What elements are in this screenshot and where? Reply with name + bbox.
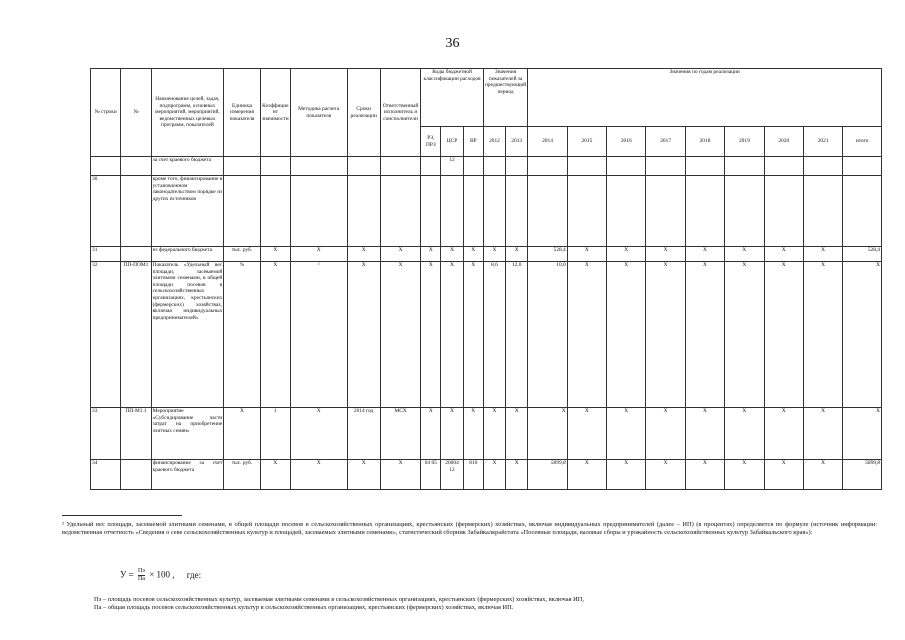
row-value-cell: [685, 176, 724, 247]
row-total-cell: Х: [843, 262, 882, 408]
row-code-cell: [121, 247, 151, 262]
row-value-cell: 528,4: [528, 247, 567, 262]
footnote: ² Удельный вес площади, засеваемой элитными семенами, в общей площади посевов в сельскохозяйственных организациях, крестьянских (фермерских) хозяйствах, включая индивидуальных предпринимателей (далее – ИП) (в процентах) определяется по формуле (источник информации: ведомственная отчетность «Сведения о севе сельскохозяйственных культур и площадей, засеваемых элитными семенами», статистический сборник Забайкалкрайстата «Посевные площади, валовые сборы и урожайность сельскохозяйственных культур Забайкальского края»):: [62, 521, 877, 536]
row-value-cell: [764, 176, 803, 247]
row-value-cell: [725, 157, 764, 176]
row-name-cell: Показатель «Удельный вес площади, засеваемой элитными семенами, в общей площади посевов в сельскохозяйственных организациях, крестьянских (фермерских) хозяйствах, включая индивидуальных предпринимателей»: [151, 262, 224, 408]
row-csr-cell: Х: [441, 247, 463, 262]
header-year: 2013: [506, 127, 528, 157]
row-value-cell: Х: [483, 408, 505, 460]
row-term-cell: Х: [347, 247, 380, 262]
row-value-cell: Х: [506, 460, 528, 490]
row-responsible-cell: Х: [380, 460, 420, 490]
row-coef-cell: Х: [260, 262, 290, 408]
row-rz-cell: [421, 176, 441, 247]
row-vr-cell: [463, 157, 483, 176]
row-unit-cell: [224, 176, 260, 247]
row-total-cell: 5899,8: [843, 460, 882, 490]
header-responsible: Ответственный исполнитель и соисполнители: [380, 69, 420, 157]
row-value-cell: [725, 176, 764, 247]
row-total-cell: Х: [843, 408, 882, 460]
row-value-cell: Х: [528, 408, 567, 460]
row-value-cell: [685, 157, 724, 176]
header-coef: Коэффициент значимости: [260, 69, 290, 157]
header-vr: ВР: [463, 127, 483, 157]
row-name-cell: кроме того, финансирование в установленном законодательством порядке из других источников: [151, 176, 224, 247]
row-value-cell: Х: [506, 247, 528, 262]
row-method-cell: [290, 176, 347, 247]
table-row: [91, 460, 882, 490]
row-value-cell: Х: [725, 247, 764, 262]
header-rz: РЗ, ПРЗ: [421, 127, 441, 157]
row-rz-cell: Х: [421, 262, 441, 408]
row-value-cell: Х: [764, 247, 803, 262]
row-number-cell: [91, 157, 121, 176]
header-year: 2016: [607, 127, 646, 157]
row-rz-cell: Х: [421, 408, 441, 460]
row-value-cell: Х: [646, 262, 685, 408]
row-value-cell: Х: [725, 408, 764, 460]
row-value-cell: 8,6: [483, 262, 505, 408]
row-csr-cell: 12: [441, 157, 463, 176]
header-year: 2019: [725, 127, 764, 157]
row-value-cell: Х: [646, 408, 685, 460]
footnote-separator: [62, 515, 182, 516]
header-year: 2020: [764, 127, 803, 157]
formula-denominator: Па: [137, 576, 145, 582]
program-indicators-table: [90, 68, 882, 490]
header-method: Методика расчета показателя: [290, 69, 347, 157]
row-value-cell: [567, 176, 606, 247]
header-csr: ЦСР: [441, 127, 463, 157]
header-prev-values: Значения показателей за предшествующий период: [483, 69, 527, 127]
row-value-cell: Х: [646, 247, 685, 262]
row-rz-cell: 04 05: [421, 460, 441, 490]
row-responsible-cell: Х: [380, 262, 420, 408]
row-code-cell: ПП-ПОМ1: [121, 262, 151, 408]
row-value-cell: Х: [607, 262, 646, 408]
row-unit-cell: %: [224, 262, 260, 408]
row-unit-cell: тыс. руб.: [224, 460, 260, 490]
row-value-cell: Х: [725, 460, 764, 490]
row-responsible-cell: МСХ: [380, 408, 420, 460]
row-vr-cell: 810: [463, 460, 483, 490]
row-value-cell: Х: [567, 460, 606, 490]
row-value-cell: Х: [685, 247, 724, 262]
row-method-cell: Х: [290, 408, 347, 460]
row-value-cell: Х: [607, 460, 646, 490]
row-unit-cell: тыс. руб.: [224, 247, 260, 262]
row-csr-cell: 26004 12: [441, 460, 463, 490]
row-value-cell: Х: [685, 262, 724, 408]
row-vr-cell: Х: [463, 247, 483, 262]
row-coef-cell: 1: [260, 408, 290, 460]
row-value-cell: [528, 157, 567, 176]
formula: [120, 568, 201, 583]
row-value-cell: Х: [803, 247, 842, 262]
row-value-cell: [607, 157, 646, 176]
row-value-cell: [803, 176, 842, 247]
row-code-cell: [121, 176, 151, 247]
row-unit-cell: [224, 157, 260, 176]
row-code-cell: [121, 157, 151, 176]
row-value-cell: [646, 157, 685, 176]
row-rz-cell: [421, 157, 441, 176]
row-number-cell: 32: [91, 262, 121, 408]
row-value-cell: 5899,8: [528, 460, 567, 490]
row-name-cell: за счет краевого бюджета: [151, 157, 224, 176]
row-value-cell: 12,0: [506, 262, 528, 408]
row-coef-cell: [260, 157, 290, 176]
row-value-cell: Х: [725, 262, 764, 408]
row-value-cell: Х: [764, 460, 803, 490]
row-csr-cell: [441, 176, 463, 247]
row-value-cell: Х: [685, 408, 724, 460]
row-method-cell: [290, 157, 347, 176]
row-total-cell: 528,4: [843, 247, 882, 262]
row-code-cell: [121, 460, 151, 490]
header-year: 2012: [483, 127, 505, 157]
row-value-cell: [803, 157, 842, 176]
row-value-cell: Х: [803, 408, 842, 460]
row-value-cell: Х: [483, 247, 505, 262]
row-value-cell: Х: [567, 408, 606, 460]
row-value-cell: 10,0: [528, 262, 567, 408]
row-value-cell: Х: [764, 262, 803, 408]
header-name: Наименование целей, задач, подпрограмм, основных мероприятий, мероприятий, ведомственных целевых программ, показателей: [151, 69, 224, 157]
row-coef-cell: Х: [260, 247, 290, 262]
row-csr-cell: Х: [441, 408, 463, 460]
row-total-cell: [843, 157, 882, 176]
row-total-cell: [843, 176, 882, 247]
explanation-line: Па – общая площадь посевов сельскохозяйственных культур в сельскохозяйственных организациях, крестьянских (фермерских) хозяйствах, включая ИП.: [94, 604, 514, 611]
row-rz-cell: Х: [421, 247, 441, 262]
row-coef-cell: Х: [260, 460, 290, 490]
row-name-cell: финансирование за счет краевого бюджета: [151, 460, 224, 490]
row-value-cell: Х: [803, 262, 842, 408]
row-value-cell: [506, 157, 528, 176]
row-value-cell: [607, 176, 646, 247]
row-number-cell: 33: [91, 408, 121, 460]
header-year: 2018: [685, 127, 724, 157]
table-row: [91, 408, 882, 460]
header-code: №: [121, 69, 151, 157]
row-value-cell: [646, 176, 685, 247]
header-term: Сроки реализации: [347, 69, 380, 157]
header-year: 2014: [528, 127, 567, 157]
row-value-cell: Х: [567, 262, 606, 408]
row-term-cell: Х: [347, 460, 380, 490]
row-value-cell: Х: [764, 408, 803, 460]
formula-fraction: [138, 568, 145, 583]
row-unit-cell: Х: [224, 408, 260, 460]
table-body: [91, 157, 882, 490]
row-value-cell: [567, 157, 606, 176]
row-value-cell: Х: [506, 408, 528, 460]
row-method-cell: Х: [290, 247, 347, 262]
header-budget-codes: Коды бюджетной классификации расходов: [421, 69, 484, 127]
row-name-cell: Мероприятие «Субсидирование части затрат на приобретение элитных семян»: [151, 408, 224, 460]
row-value-cell: [764, 157, 803, 176]
row-term-cell: Х: [347, 262, 380, 408]
row-value-cell: [506, 176, 528, 247]
table-row: [91, 176, 882, 247]
formula-numerator: Пэ: [137, 568, 145, 574]
row-coef-cell: [260, 176, 290, 247]
formula-where: где:: [186, 569, 202, 580]
explanation-line: Пэ – площадь посевов сельскохозяйственных культур, засеваемая элитными семенами в сельскохозяйственных организациях, крестьянских (фермерских) хозяйствах, включая ИП,: [94, 596, 584, 603]
row-value-cell: [528, 176, 567, 247]
header-unit: Единица измерения показателя: [224, 69, 260, 157]
header-year: 2021: [803, 127, 842, 157]
header-total: итого: [843, 127, 882, 157]
table-row: [91, 157, 882, 176]
row-value-cell: Х: [567, 247, 606, 262]
row-csr-cell: Х: [441, 262, 463, 408]
row-value-cell: Х: [646, 460, 685, 490]
row-responsible-cell: Х: [380, 247, 420, 262]
row-value-cell: [483, 157, 505, 176]
row-vr-cell: Х: [463, 408, 483, 460]
row-responsible-cell: [380, 157, 420, 176]
table-row: [91, 247, 882, 262]
row-value-cell: Х: [803, 460, 842, 490]
row-vr-cell: Х: [463, 262, 483, 408]
row-method-cell: ²: [290, 262, 347, 408]
page-number: 36: [445, 36, 460, 51]
row-number-cell: 30: [91, 176, 121, 247]
row-number-cell: 31: [91, 247, 121, 262]
row-term-cell: [347, 176, 380, 247]
row-value-cell: Х: [607, 247, 646, 262]
row-value-cell: Х: [685, 460, 724, 490]
row-value-cell: [483, 176, 505, 247]
formula-explanations: [94, 596, 874, 612]
row-vr-cell: [463, 176, 483, 247]
header-year: 2017: [646, 127, 685, 157]
row-term-cell: 2014 год: [347, 408, 380, 460]
row-value-cell: Х: [607, 408, 646, 460]
row-term-cell: [347, 157, 380, 176]
row-responsible-cell: [380, 176, 420, 247]
row-name-cell: из федерального бюджета: [151, 247, 224, 262]
formula-rhs: × 100 ,: [149, 569, 175, 580]
header-row-no: № строки: [91, 69, 121, 157]
table-row: [91, 262, 882, 408]
formula-lhs: У =: [120, 569, 134, 580]
row-value-cell: Х: [483, 460, 505, 490]
row-number-cell: 34: [91, 460, 121, 490]
row-code-cell: ПП-М1.1: [121, 408, 151, 460]
row-method-cell: Х: [290, 460, 347, 490]
header-year: 2015: [567, 127, 606, 157]
header-years-values: Значения по годам реализации: [528, 69, 882, 127]
